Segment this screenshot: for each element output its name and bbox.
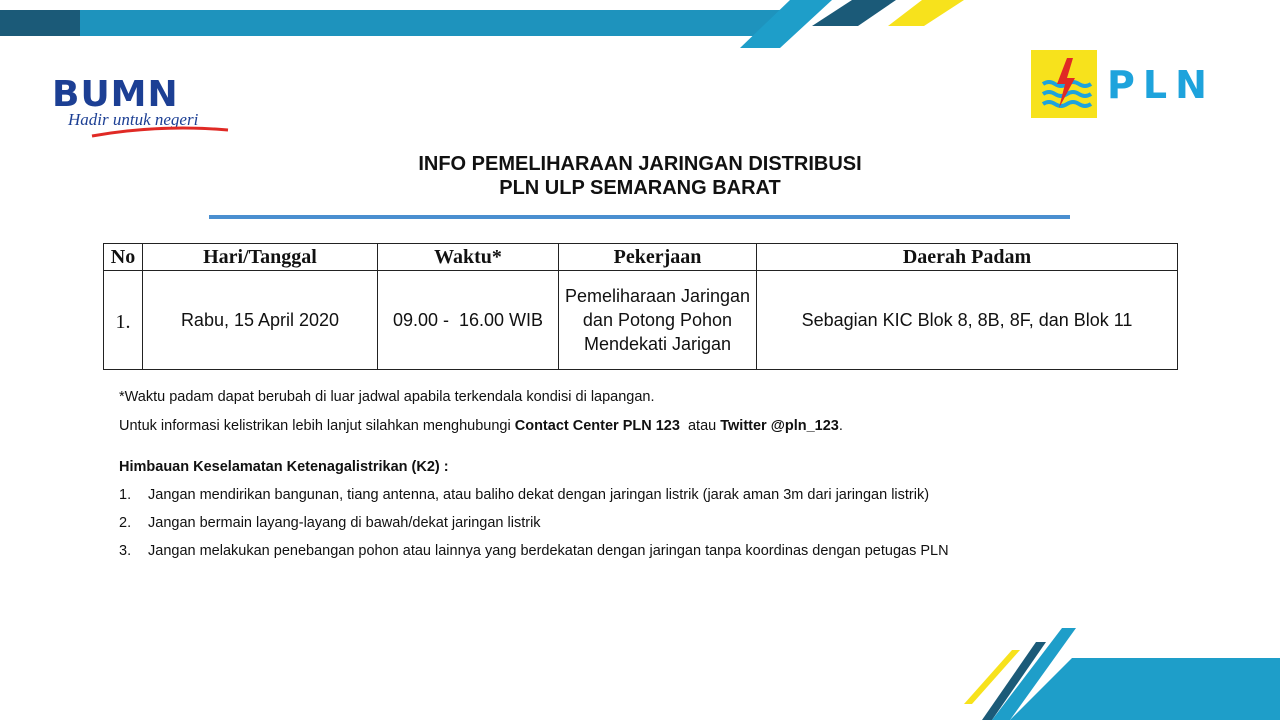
bumn-logo-tagline: Hadir untuk negeri — [68, 110, 199, 129]
list-item — [119, 542, 949, 560]
contact-info — [119, 417, 843, 435]
contact-mid: atau — [679, 418, 721, 434]
bottom-decorative-band — [0, 600, 1280, 720]
maintenance-schedule-table — [103, 243, 1178, 370]
table-row — [104, 271, 1178, 370]
header-work: Pekerjaan — [559, 244, 757, 271]
header-date: Hari/Tanggal — [143, 244, 378, 271]
contact-suffix: . — [838, 418, 843, 434]
pln-logo-word: PLN — [1107, 63, 1215, 107]
cell-work: Pemeliharaan Jaringan dan Potong Pohon Mendekati Jarigan — [559, 271, 757, 370]
list-item-number: 3. — [119, 543, 132, 559]
list-item — [119, 514, 541, 532]
contact-prefix: Untuk informasi kelistrikan lebih lanjut silahkan menghubungi — [119, 418, 515, 434]
list-item-number: 2. — [119, 515, 132, 531]
list-item-number: 1. — [119, 487, 132, 503]
title-line-2: PLN ULP SEMARANG BARAT — [499, 177, 781, 199]
contact-center-link: Contact Center PLN 123 — [514, 418, 680, 434]
header-area: Daerah Padam — [757, 244, 1178, 271]
cell-no: 1. — [104, 271, 143, 370]
title-underline — [209, 215, 1070, 219]
cell-area: Sebagian KIC Blok 8, 8B, 8F, dan Blok 11 — [757, 271, 1178, 370]
bumn-logo-word: BUMN — [52, 74, 179, 115]
page-title — [200, 152, 1080, 200]
cell-date: Rabu, 15 April 2020 — [143, 271, 378, 370]
list-item-text: Jangan melakukan penebangan pohon atau lainnya yang berdekatan dengan jaringan tanpa koordinas dengan petugas PLN — [148, 543, 949, 559]
title-line-1: INFO PEMELIHARAAN JARINGAN DISTRIBUSI — [418, 153, 862, 175]
header-no: No — [104, 244, 143, 271]
bumn-swoosh-icon — [90, 126, 230, 138]
safety-heading: Himbauan Keselamatan Ketenagalistrikan (K2) : — [119, 459, 449, 475]
list-item-text: Jangan bermain layang-layang di bawah/dekat jaringan listrik — [148, 515, 541, 531]
cell-time: 09.00 - 16.00 WIB — [378, 271, 559, 370]
bumn-logo — [52, 76, 232, 138]
pln-logo — [1031, 50, 1221, 120]
schedule-disclaimer: *Waktu padam dapat berubah di luar jadwal apabila terkendala kondisi di lapangan. — [119, 389, 655, 405]
list-item — [119, 486, 929, 504]
header-time: Waktu* — [378, 244, 559, 271]
table-header-row — [104, 244, 1178, 271]
twitter-handle: Twitter @pln_123 — [720, 418, 839, 434]
list-item-text: Jangan mendirikan bangunan, tiang antenna, atau baliho dekat dengan jaringan listrik (jarak aman 3m dari jaringan listrik) — [148, 487, 930, 503]
pln-lightning-icon — [1031, 50, 1097, 118]
